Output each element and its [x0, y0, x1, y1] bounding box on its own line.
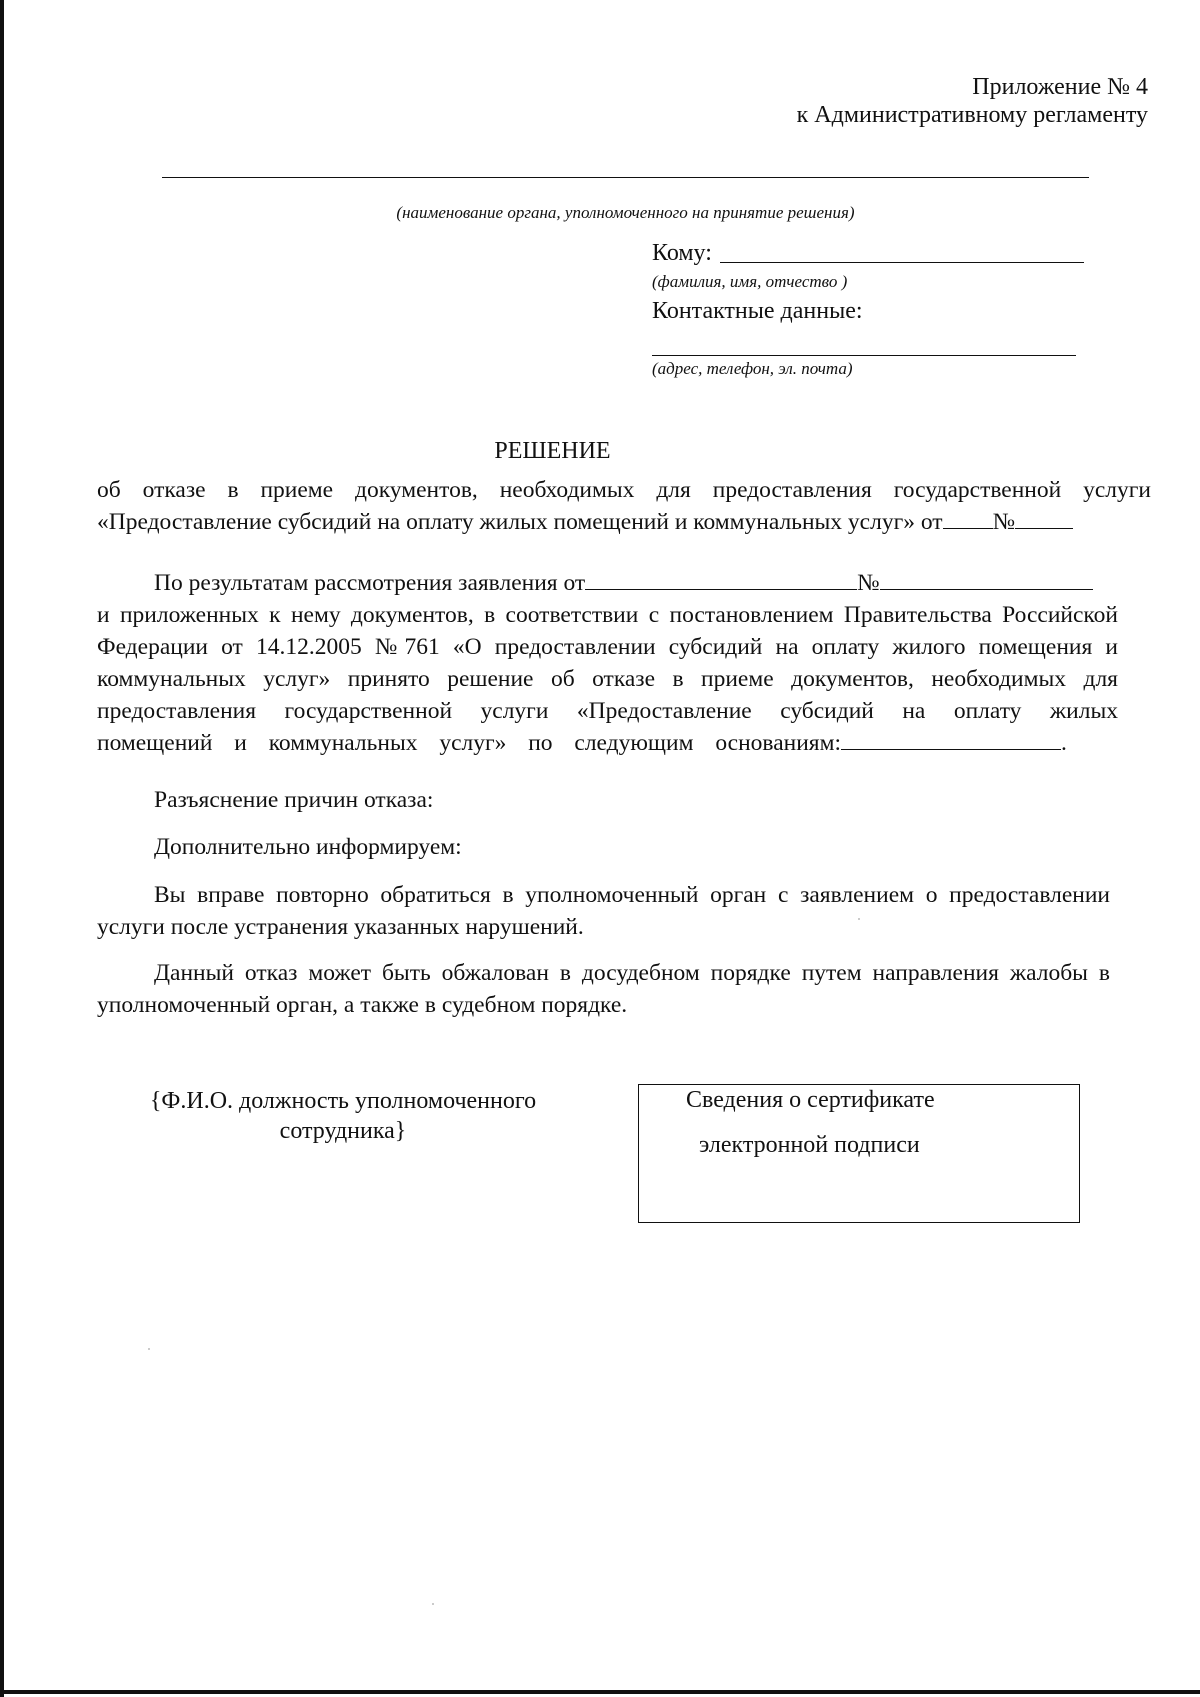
regulation-reference: к Административному регламенту [796, 102, 1148, 128]
appeal-line-2: уполномоченный орган, а также в судебном порядке. [97, 992, 628, 1018]
grounds-text: помещений и коммунальных услуг» по следующим основаниям: [97, 730, 841, 756]
reapply-line-2: услуги после устранения указанных нарушений. [97, 914, 584, 940]
grounds-field[interactable] [841, 729, 1061, 750]
recipient-fio-caption: (фамилия, имя, отчество ) [652, 272, 848, 291]
main-line-4: коммунальных услуг» принято решение об отказе в приеме документов, необходимых для [97, 666, 1118, 692]
subtitle-line-2 [97, 506, 1151, 538]
application-date-field[interactable] [585, 569, 857, 590]
org-name-caption: (наименование органа, уполномоченного на принятие решения) [396, 203, 855, 222]
recipient-label: Кому: [652, 240, 712, 266]
decision-date-field[interactable] [943, 508, 993, 529]
subtitle-line-1: об отказе в приеме документов, необходимых для предоставления государственной услуги [97, 477, 1151, 503]
main-line-2: и приложенных к нему документов, в соответствии с постановлением Правительства Российской [97, 602, 1118, 628]
contacts-field[interactable] [652, 355, 1076, 356]
application-number-sign: № [857, 570, 880, 596]
document-subtitle [97, 474, 1151, 538]
application-number-field[interactable] [880, 569, 1093, 590]
main-line-1 [97, 567, 1118, 599]
reasons-label: Разъяснение причин отказа: [154, 787, 434, 813]
appeal-paragraph [97, 957, 1110, 1021]
scan-edge-bottom [0, 1690, 1200, 1694]
application-text: По результатам рассмотрения заявления от [154, 570, 586, 596]
reapply-paragraph [97, 879, 1110, 943]
main-paragraph [97, 567, 1118, 759]
appendix-number: Приложение № 4 [972, 74, 1148, 100]
subtitle-service-text: «Предоставление субсидий на оплату жилых помещений и коммунальных услуг» от [97, 509, 943, 535]
contacts-label: Контактные данные: [652, 298, 863, 324]
org-name-field[interactable] [162, 177, 1089, 178]
scan-speck [432, 1603, 434, 1605]
appeal-line-1: Данный отказ может быть обжалован в досудебном порядке путем направления жалобы в [154, 960, 1110, 986]
reapply-line-1: Вы вправе повторно обратиться в уполномоченный орган с заявлением о предоставлении [154, 882, 1110, 908]
scan-speck [148, 1348, 150, 1350]
grounds-period: . [1061, 730, 1067, 756]
certificate-box [638, 1084, 1080, 1223]
certificate-line-1: Сведения о сертификате [686, 1087, 935, 1113]
signatory-line-1: {Ф.И.О. должность уполномоченного [149, 1088, 537, 1114]
decision-number-field[interactable] [1015, 508, 1073, 529]
recipient-name-field[interactable] [720, 262, 1084, 263]
main-line-6 [97, 727, 1118, 759]
scan-edge-left [0, 0, 4, 1697]
certificate-line-2: электронной подписи [699, 1132, 920, 1158]
contacts-caption: (адрес, телефон, эл. почта) [652, 359, 853, 378]
main-line-5: предоставления государственной услуги «Предоставление субсидий на оплату жилых [97, 698, 1118, 724]
subtitle-number-sign: № [992, 509, 1015, 535]
main-line-3: Федерации от 14.12.2005 №761 «О предоставлении субсидий на оплату жилого помещения и [97, 634, 1118, 660]
document-title: РЕШЕНИЕ [494, 438, 611, 464]
signatory-line-2: сотрудника} [279, 1118, 407, 1144]
additional-info-label: Дополнительно информируем: [154, 834, 462, 860]
